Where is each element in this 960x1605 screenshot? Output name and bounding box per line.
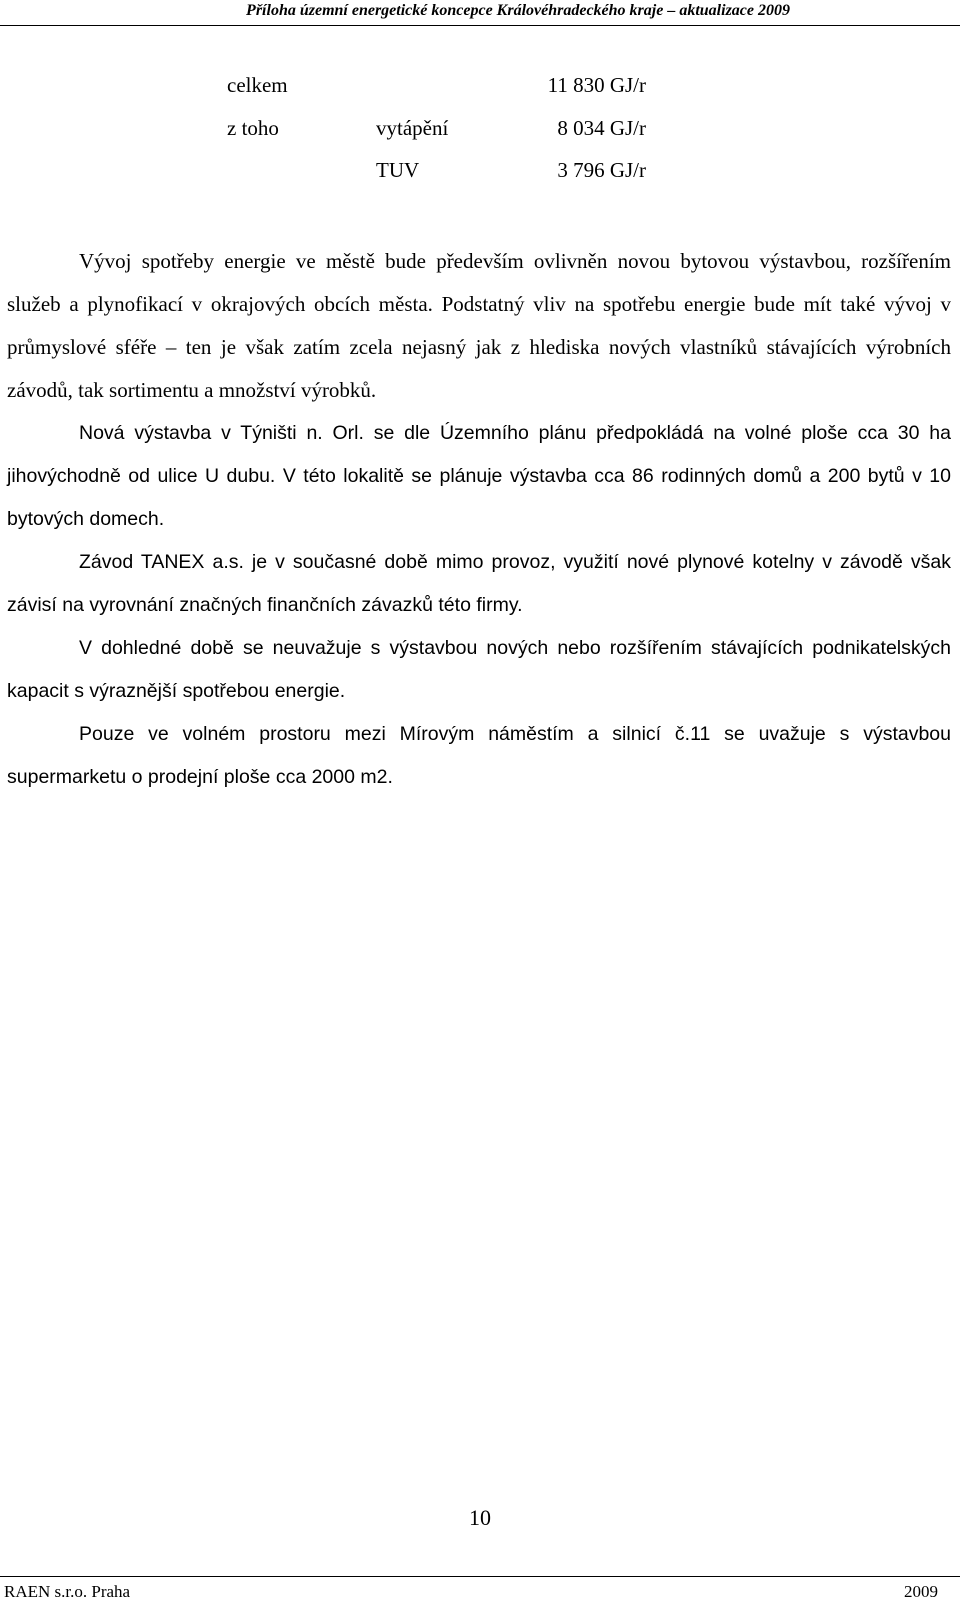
hot-water-label: TUV (376, 158, 420, 182)
page-number: 10 (469, 1505, 491, 1530)
page-footer (0, 1576, 960, 1605)
heating-value: 8 034 GJ/r (557, 116, 646, 140)
paragraph-development: Vývoj spotřeby energie ve městě bude především ovlivněn novou bytovou výstavbou, rozšířením služeb a plynofikací v okrajových obcích města. Podstatný vliv na spotřebu energie bude mít také vývoj v průmyslové sféře – ten je však zatím zcela nejasný jak z hlediska nových vlastníků stávajících výrobních závodů, tak sortimentu a množství výrobků. (7, 249, 951, 402)
footer-company: RAEN s.r.o. Praha (4, 1582, 131, 1601)
of-which-label: z toho (227, 116, 279, 140)
heating-label: vytápění (376, 116, 449, 140)
paragraph-business: V dohledné době se neuvažuje s výstavbou nových nebo rozšířením stávajících podnikatelských kapacit s výraznější spotřebou energie. (7, 637, 951, 702)
hot-water-value: 3 796 GJ/r (557, 158, 646, 182)
paragraph-supermarket: Pouze ve volném prostoru mezi Mírovým náměstím a silnicí č.11 se uvažuje s výstavbou supermarketu o prodejní ploše cca 2000 m2. (7, 723, 951, 788)
total-label: celkem (227, 73, 288, 97)
total-value: 11 830 GJ/r (547, 73, 646, 97)
page-header (0, 0, 960, 26)
header-title: Příloha územní energetické koncepce Královéhradeckého kraje – aktualizace 2009 (246, 2, 790, 19)
footer-year: 2009 (904, 1582, 938, 1601)
body-text (7, 240, 951, 799)
paragraph-new-construction: Nová výstavba v Týništi n. Orl. se dle Územního plánu předpokládá na volné ploše cca 30 ha jihovýchodně od ulice U dubu. V této lokalitě se plánuje výstavba cca 86 rodinných domů a 200 bytů v 10 bytových domech. (7, 422, 951, 530)
paragraph-tanex: Závod TANEX a.s. je v současné době mimo provoz, využití nové plynové kotelny v závodě však závisí na vyrovnání značných finančních závazků této firmy. (7, 551, 951, 616)
